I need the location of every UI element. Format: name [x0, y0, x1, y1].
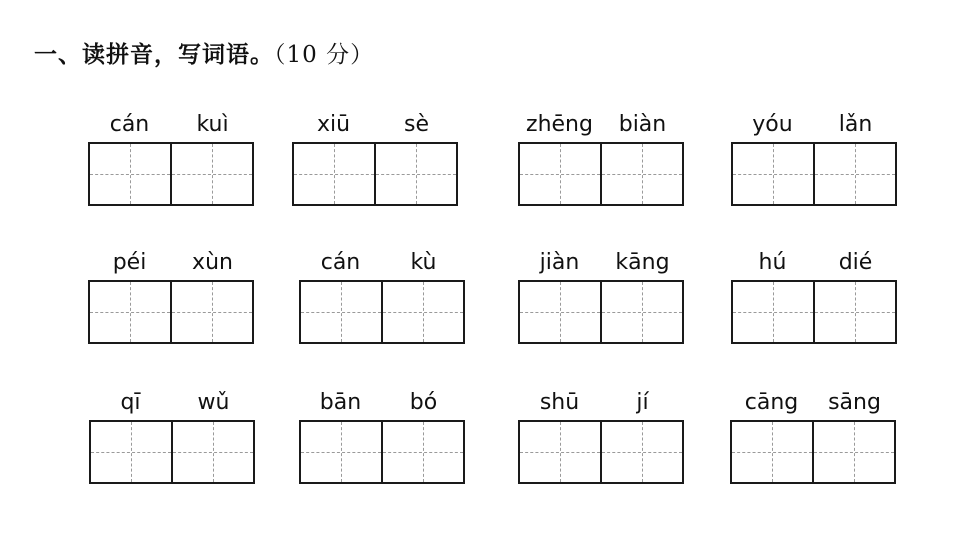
pinyin-syllable: hú — [758, 250, 787, 275]
writing-box[interactable] — [602, 142, 684, 206]
pinyin-row — [518, 250, 684, 280]
writing-grid — [292, 142, 458, 204]
pinyin-syllable: cán — [320, 250, 361, 275]
pinyin-syllable: kù — [410, 250, 437, 275]
writing-box[interactable] — [172, 280, 254, 344]
writing-box[interactable] — [814, 420, 896, 484]
writing-box[interactable] — [88, 142, 172, 206]
pinyin-syllable: jí — [636, 390, 649, 415]
writing-box[interactable] — [518, 280, 602, 344]
pinyin-syllable: kāng — [615, 250, 670, 275]
writing-grid — [518, 142, 684, 204]
writing-box[interactable] — [731, 280, 815, 344]
writing-box[interactable] — [731, 142, 815, 206]
word-group — [731, 250, 897, 342]
writing-box[interactable] — [383, 280, 465, 344]
pinyin-row — [730, 390, 896, 420]
exercise-heading — [34, 36, 374, 69]
pinyin-row — [731, 250, 897, 280]
pinyin-syllable: péi — [112, 250, 147, 275]
pinyin-syllable: biàn — [618, 112, 667, 137]
writing-box[interactable] — [292, 142, 376, 206]
writing-grid — [731, 280, 897, 342]
pinyin-syllable: bó — [409, 390, 438, 415]
word-group — [89, 390, 255, 482]
pinyin-row — [299, 390, 465, 420]
pinyin-syllable: xùn — [192, 250, 233, 275]
writing-box[interactable] — [602, 420, 684, 484]
pinyin-row — [89, 390, 255, 420]
pinyin-syllable: lǎn — [838, 112, 873, 137]
writing-box[interactable] — [89, 420, 173, 484]
pinyin-syllable: kuì — [196, 112, 229, 137]
writing-grid — [299, 280, 465, 342]
word-group — [518, 112, 684, 204]
pinyin-syllable: qī — [120, 390, 141, 415]
writing-box[interactable] — [815, 280, 897, 344]
heading-score: （10 分） — [274, 42, 375, 68]
writing-grid — [518, 420, 684, 482]
pinyin-syllable: wǔ — [197, 390, 230, 415]
pinyin-syllable: yóu — [752, 112, 793, 137]
writing-box[interactable] — [518, 142, 602, 206]
word-group — [518, 390, 684, 482]
writing-box[interactable] — [730, 420, 814, 484]
pinyin-row — [299, 250, 465, 280]
writing-grid — [518, 280, 684, 342]
writing-box[interactable] — [376, 142, 458, 206]
pinyin-row — [731, 112, 897, 142]
pinyin-syllable: bān — [319, 390, 362, 415]
word-group — [299, 250, 465, 342]
writing-grid — [730, 420, 896, 482]
writing-grid — [88, 280, 254, 342]
writing-box[interactable] — [518, 420, 602, 484]
pinyin-syllable: cāng — [744, 390, 799, 415]
pinyin-syllable: shū — [539, 390, 580, 415]
word-group — [731, 112, 897, 204]
pinyin-syllable: cán — [109, 112, 150, 137]
word-group — [730, 390, 896, 482]
writing-box[interactable] — [602, 280, 684, 344]
word-group — [299, 390, 465, 482]
pinyin-row — [88, 250, 254, 280]
word-group — [88, 250, 254, 342]
writing-grid — [731, 142, 897, 204]
writing-box[interactable] — [172, 142, 254, 206]
word-group — [518, 250, 684, 342]
writing-box[interactable] — [173, 420, 255, 484]
writing-box[interactable] — [383, 420, 465, 484]
writing-grid — [299, 420, 465, 482]
pinyin-row — [292, 112, 458, 142]
writing-box[interactable] — [815, 142, 897, 206]
writing-grid — [89, 420, 255, 482]
writing-box[interactable] — [88, 280, 172, 344]
pinyin-syllable: jiàn — [539, 250, 580, 275]
word-group — [88, 112, 254, 204]
writing-box[interactable] — [299, 420, 383, 484]
pinyin-row — [518, 112, 684, 142]
word-group — [292, 112, 458, 204]
pinyin-syllable: sè — [404, 112, 429, 137]
heading-text: 一、读拼音，写词语。 — [34, 42, 274, 68]
pinyin-syllable: sāng — [828, 390, 881, 415]
pinyin-syllable: zhēng — [526, 112, 593, 137]
writing-grid — [88, 142, 254, 204]
pinyin-row — [518, 390, 684, 420]
pinyin-syllable: xiū — [316, 112, 351, 137]
writing-box[interactable] — [299, 280, 383, 344]
pinyin-syllable: dié — [838, 250, 873, 275]
pinyin-row — [88, 112, 254, 142]
